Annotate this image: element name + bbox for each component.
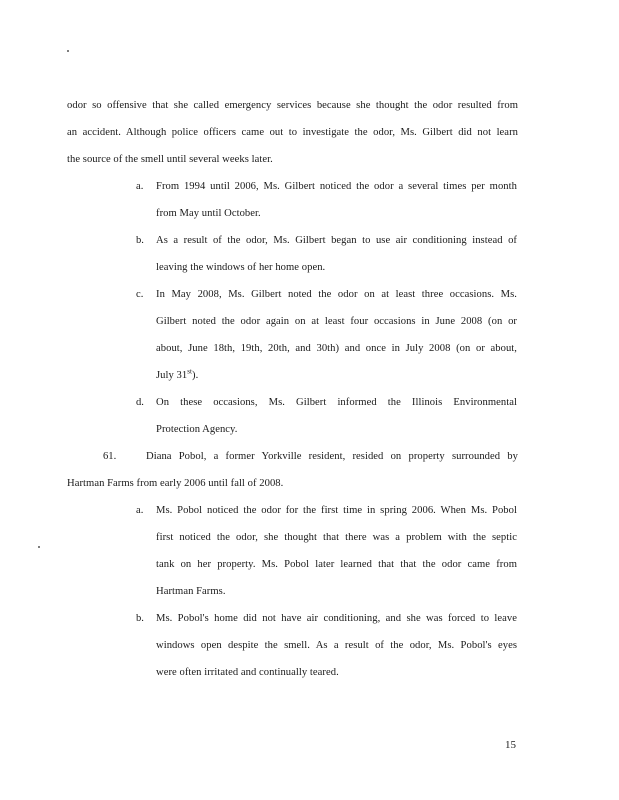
scan-speck: [38, 546, 40, 548]
body-line: an accident. Although police officers came out to investigate the odor, Ms. Gilbert did not learn: [67, 127, 518, 138]
item-line: about, June 18th, 19th, 20th, and 30th) and once in July 2008 (on or about,: [156, 343, 517, 354]
item-line-text: July 31: [156, 370, 188, 381]
item-line: Protection Agency.: [156, 424, 238, 435]
scan-speck: [67, 50, 69, 52]
item-label: b.: [136, 235, 144, 246]
item-line: Ms. Pobol noticed the odor for the first time in spring 2006. When Ms. Pobol: [156, 505, 517, 516]
body-line: the source of the smell until several weeks later.: [67, 154, 273, 165]
item-label: b.: [136, 613, 144, 624]
item-line: from May until October.: [156, 208, 261, 219]
item-line-tail: ).: [192, 370, 199, 381]
page-number: 15: [505, 739, 516, 751]
item-line: Ms. Pobol's home did not have air conditioning, and she was forced to leave: [156, 613, 517, 624]
item-label: a.: [136, 505, 144, 516]
item-line: tank on her property. Ms. Pobol later learned that that the odor came from: [156, 559, 517, 570]
item-line: Gilbert noted the odor again on at least four occasions in June 2008 (on or: [156, 316, 517, 327]
ordinal-superscript: st: [187, 367, 193, 376]
item-line: As a result of the odor, Ms. Gilbert began to use air conditioning instead of: [156, 235, 517, 246]
item-line: first noticed the odor, she thought that there was a problem with the septic: [156, 532, 517, 543]
item-label: d.: [136, 397, 144, 408]
paragraph-line: Hartman Farms from early 2006 until fall of 2008.: [67, 478, 284, 489]
item-line: Hartman Farms.: [156, 586, 226, 597]
item-line: leaving the windows of her home open.: [156, 262, 326, 273]
item-label: c.: [136, 289, 144, 300]
item-label: a.: [136, 181, 144, 192]
paragraph-line: Diana Pobol, a former Yorkville resident, resided on property surrounded by: [146, 451, 518, 462]
item-line: [156, 369, 517, 383]
paragraph-number: 61.: [103, 451, 117, 462]
item-line: were often irritated and continually teared.: [156, 667, 339, 678]
body-line: odor so offensive that she called emergency services because she thought the odor resulted from: [67, 100, 518, 111]
item-line: From 1994 until 2006, Ms. Gilbert noticed the odor a several times per month: [156, 181, 517, 192]
item-line: On these occasions, Ms. Gilbert informed the Illinois Environmental: [156, 397, 517, 408]
item-line: In May 2008, Ms. Gilbert noted the odor on at least three occasions. Ms.: [156, 289, 517, 300]
item-line: windows open despite the smell. As a result of the odor, Ms. Pobol's eyes: [156, 640, 517, 651]
